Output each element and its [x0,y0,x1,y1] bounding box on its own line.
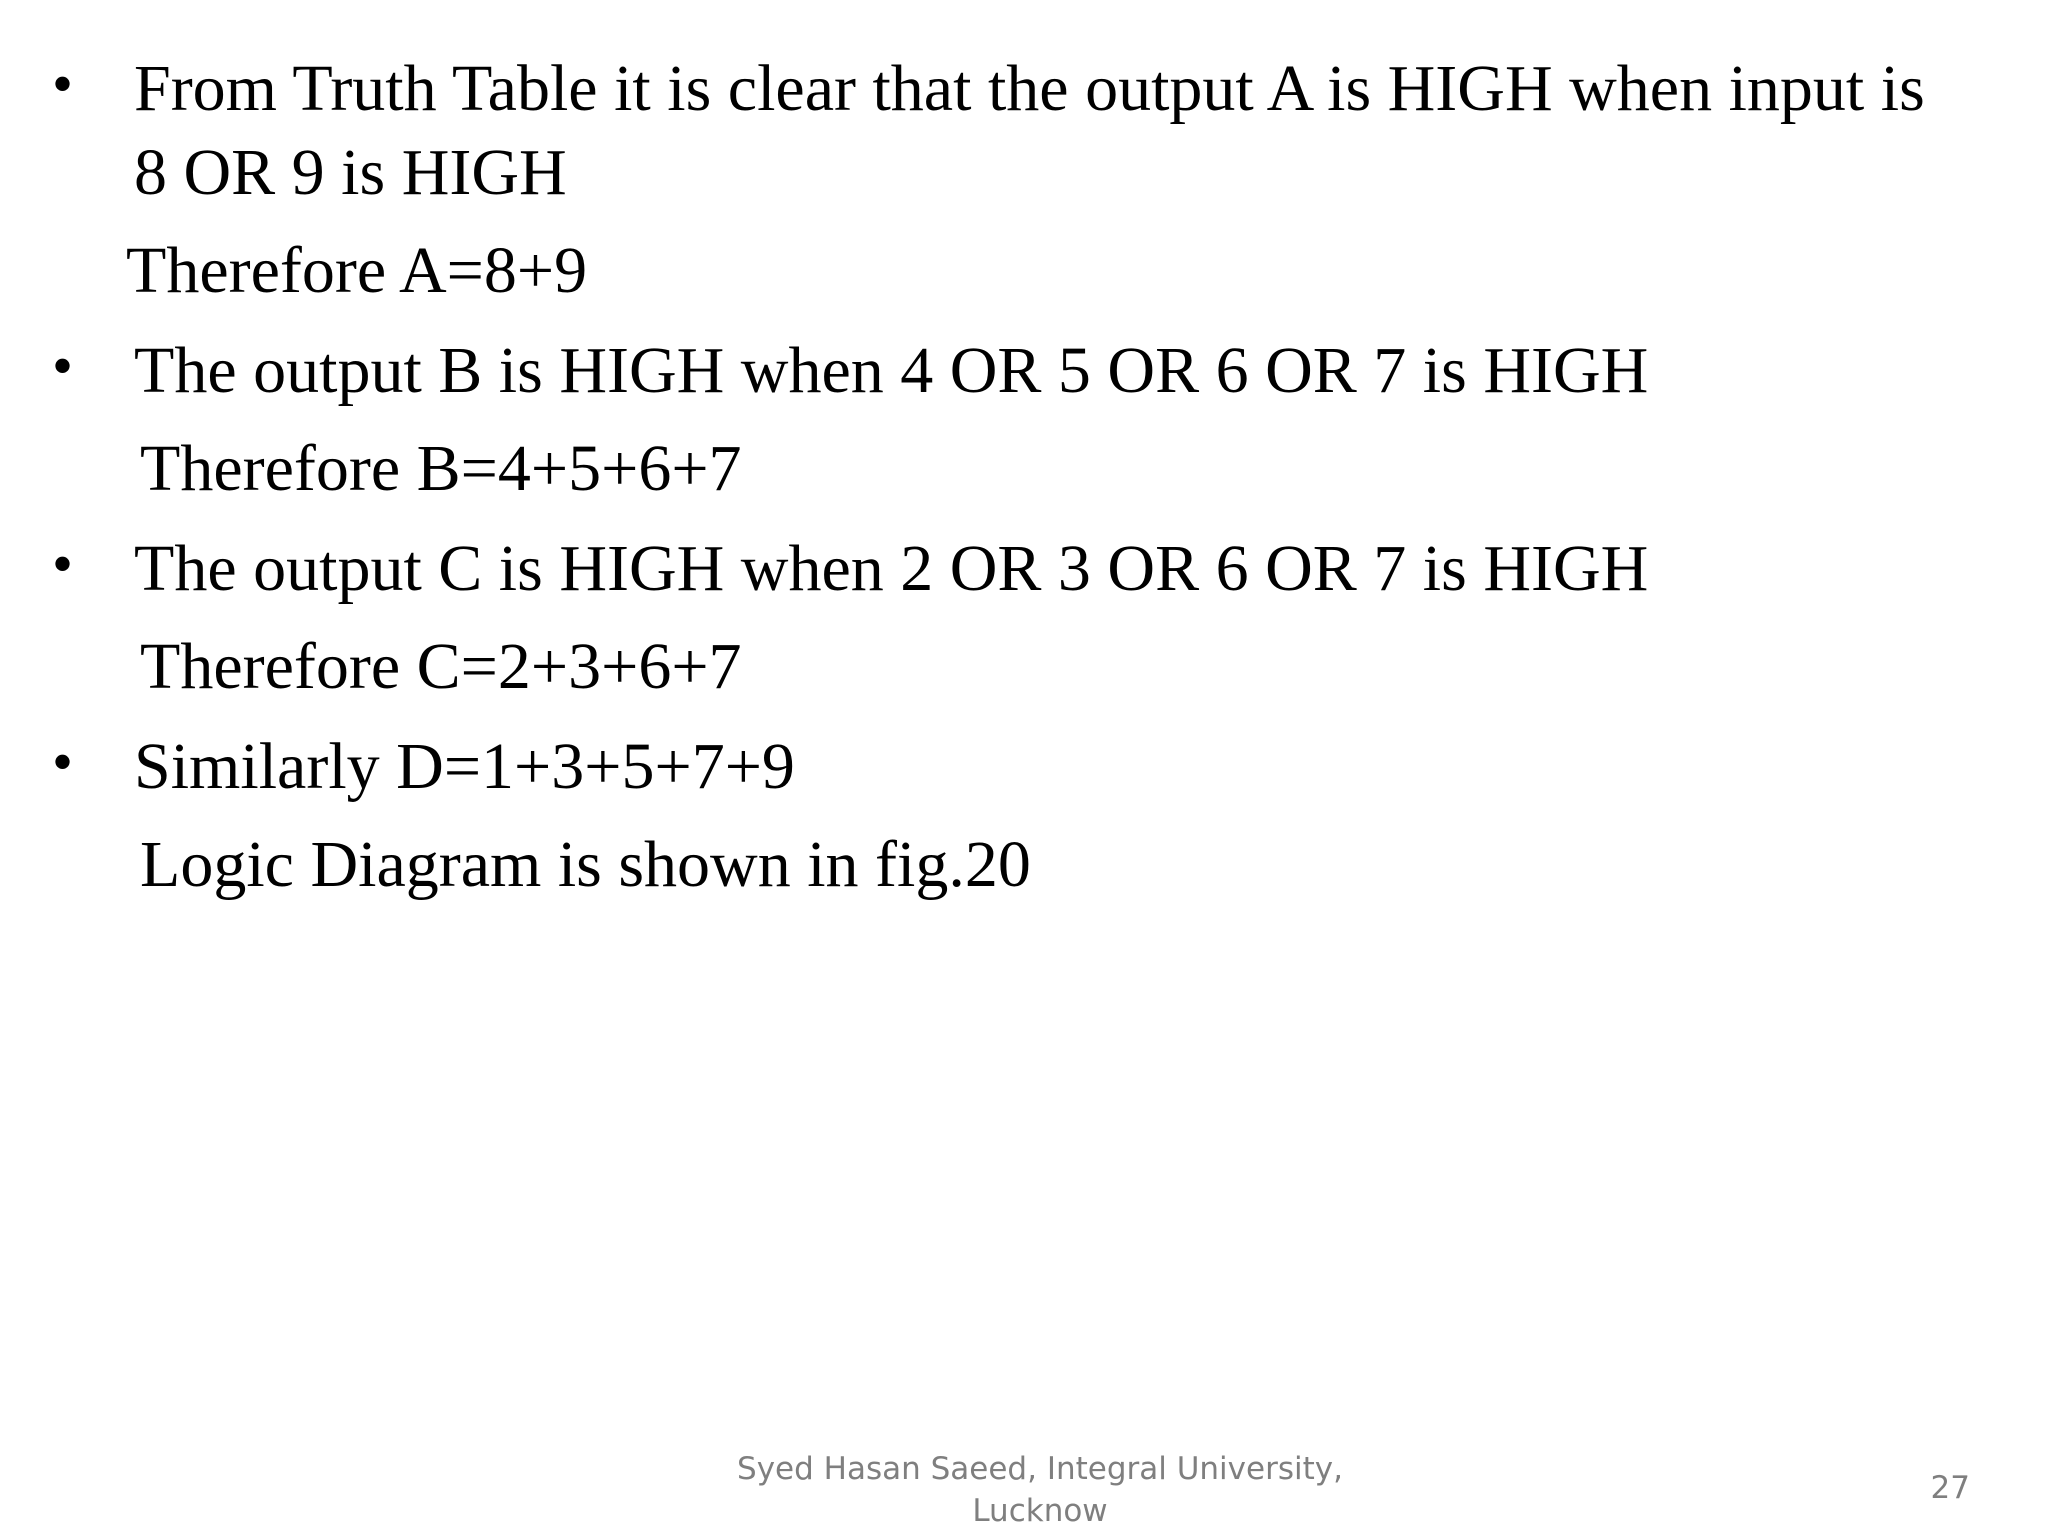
footer-author-line-2: Lucknow [972,1493,1108,1529]
bullet-marker: • [52,333,74,399]
bullet-marker: • [52,729,74,795]
result-line-a: Therefore A=8+9 [126,234,588,307]
page-number: 27 [1930,1470,1970,1506]
bullet-text-d: Similarly D=1+3+5+7+9 [134,730,795,803]
bullet-text-c: The output C is HIGH when 2 OR 3 OR 6 OR 7 is HIGH [134,532,1649,605]
footer-author [640,1448,1440,1532]
bullet-text-b: The output B is HIGH when 4 OR 5 OR 6 OR 7 is HIGH [134,334,1649,407]
footer-author-line-1: Syed Hasan Saeed, Integral University, [737,1451,1343,1487]
bullet-marker: • [52,531,74,597]
logic-diagram-note: Logic Diagram is shown in fig.20 [140,828,1031,901]
bullet-text-a: From Truth Table it is clear that the output A is HIGH when input is [134,52,1925,125]
bullet-marker: • [52,51,74,117]
result-line-c: Therefore C=2+3+6+7 [140,630,742,703]
bullet-text-a-continuation: 8 OR 9 is HIGH [134,136,567,209]
result-line-b: Therefore B=4+5+6+7 [140,432,742,505]
